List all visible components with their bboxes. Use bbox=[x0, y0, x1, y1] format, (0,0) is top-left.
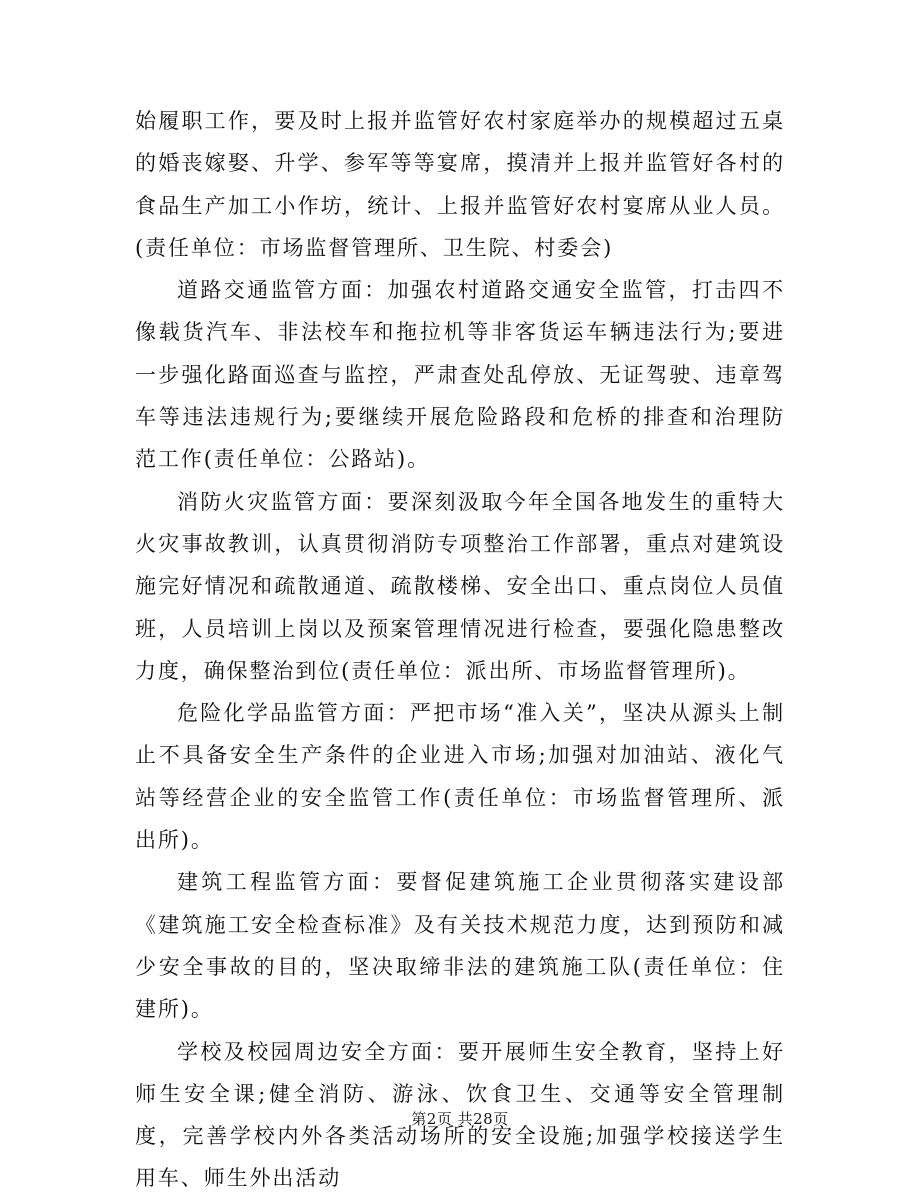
paragraph-construction: 建筑工程监管方面：要督促建筑施工企业贯彻落实建设部《建筑施工安全检查标准》及有关技术规范力度，达到预防和减少安全事故的目的，坚决取缔非法的建筑施工队(责任单位：住建所)。 bbox=[135, 870, 785, 1022]
paragraph-hazardous-chemicals: 危险化学品监管方面：严把市场“准入关”，坚决从源头上制止不具备安全生产条件的企业进入市场;加强对加油站、液化气站等经营企业的安全监管工作(责任单位：市场监督管理所、派出所)。 bbox=[135, 701, 785, 853]
paragraph-road-traffic: 道路交通监管方面：加强农村道路交通安全监管，打击四不像载货汽车、非法校车和拖拉机等非客货运车辆违法行为;要进一步强化路面巡查与监控，严肃查处乱停放、无证驾驶、违章驾车等违法违规行为;要继续开展危险路段和危桥的排查和治理防范工作(责任单位：公路站)。 bbox=[135, 278, 785, 472]
paragraph-continued-duties: 始履职工作，要及时上报并监管好农村家庭举办的规模超过五桌的婚丧嫁娶、升学、参军等等宴席，摸清并上报并监管好各村的食品生产加工小作坊，统计、上报并监管好农村宴席从业人员。(责任单位：市场监督管理所、卫生院、村委会) bbox=[135, 109, 785, 260]
paragraph-school-safety: 学校及校园周边安全方面：要开展师生安全教育，坚持上好师生安全课;健全消防、游泳、饮食卫生、交通等安全管理制度，完善学校内外各类活动场所的安全设施;加强学校接送学生用车、师生外出活动 bbox=[135, 1039, 785, 1191]
paragraph-fire-safety: 消防火灾监管方面：要深刻汲取今年全国各地发生的重特大火灾事故教训，认真贯彻消防专项整治工作部署，重点对建筑设施完好情况和疏散通道、疏散楼梯、安全出口、重点岗位人员值班，人员培训上岗以及预案管理情况进行检查，要强化隐患整改力度，确保整治到位(责任单位：派出所、市场监督管理所)。 bbox=[135, 489, 785, 683]
document-body bbox=[135, 100, 785, 1200]
page-number-footer: 第2页 共28页 bbox=[411, 1110, 509, 1128]
